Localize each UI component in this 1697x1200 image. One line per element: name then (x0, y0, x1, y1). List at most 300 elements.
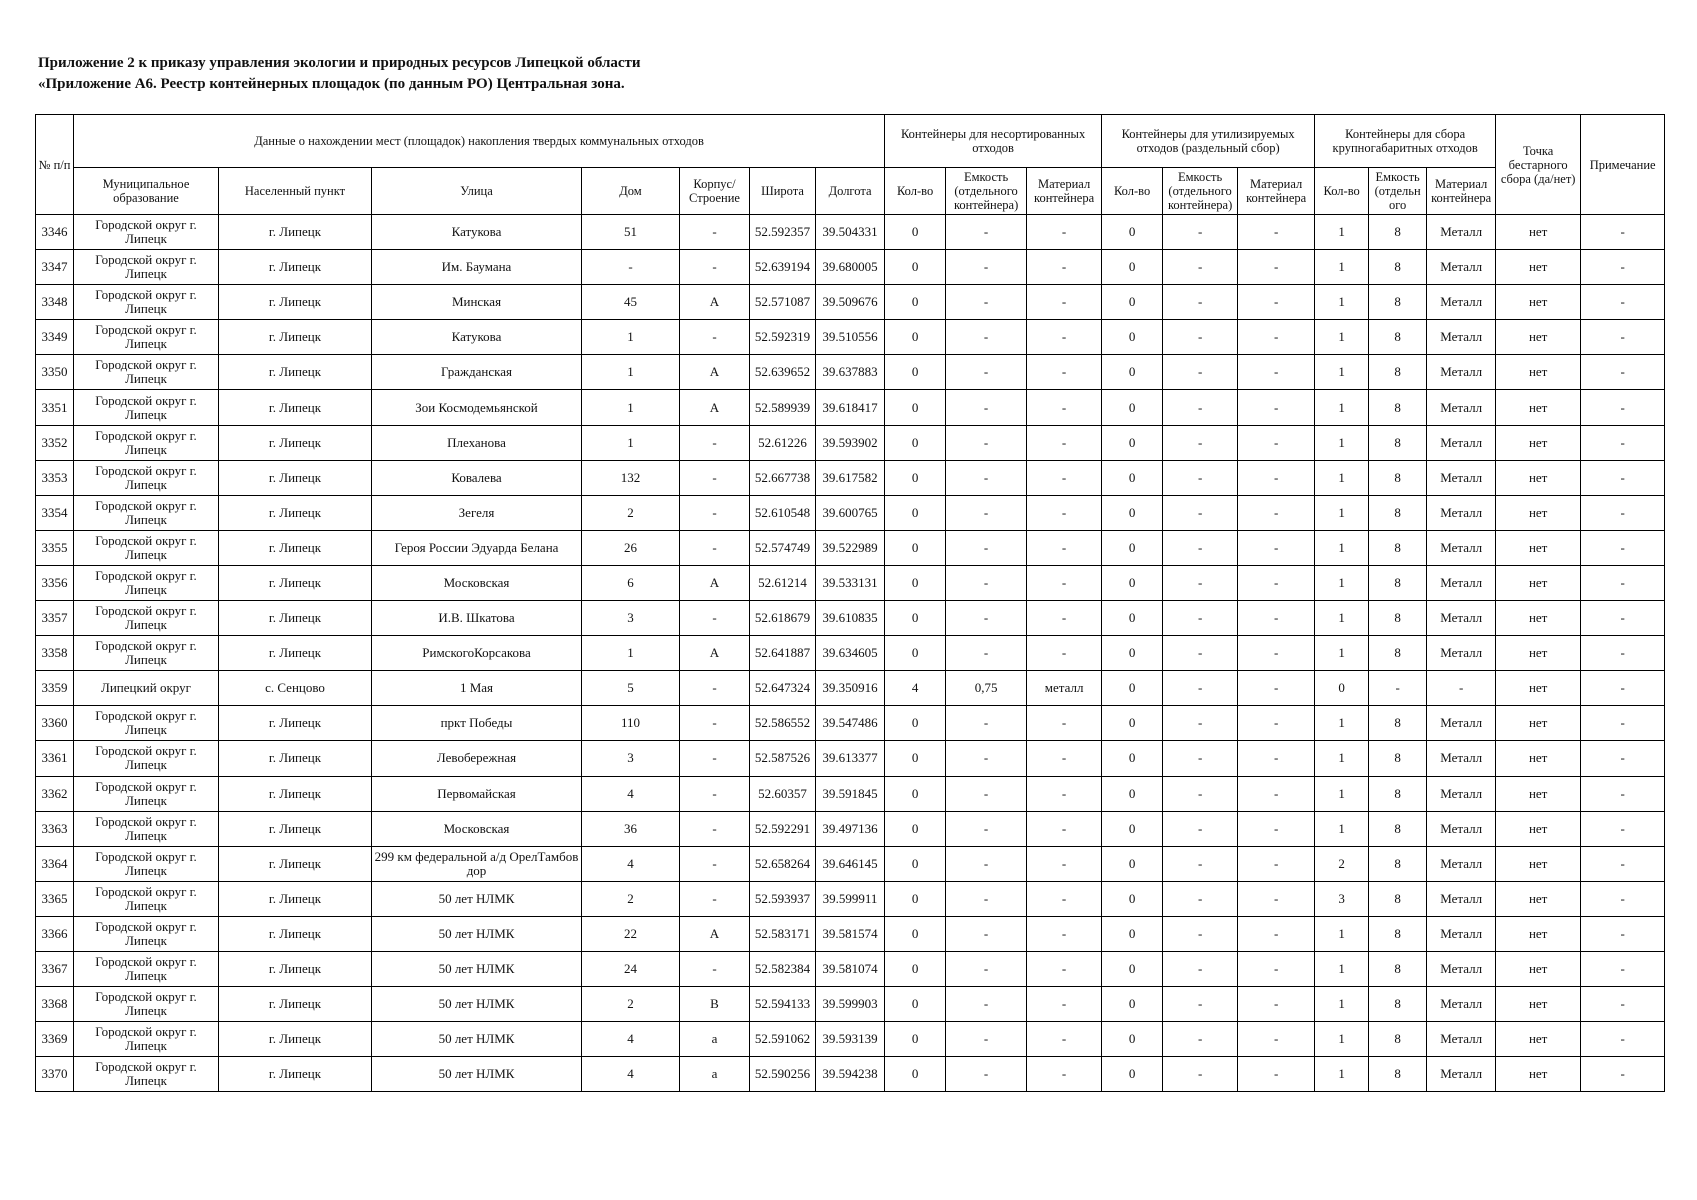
settlement-cell: г. Липецк (219, 776, 372, 811)
header-lat: Широта (750, 168, 816, 215)
header-bulky-material: Материал контейнера (1427, 168, 1496, 215)
house-cell: 1 (582, 636, 680, 671)
municipality-cell: Городской округ г. Липецк (74, 987, 219, 1022)
note-cell: - (1581, 355, 1665, 390)
bulky-count-cell: 1 (1315, 285, 1369, 320)
settlement-cell: г. Липецк (219, 951, 372, 986)
latitude-cell: 52.583171 (750, 916, 816, 951)
bulky-count-cell: 1 (1315, 706, 1369, 741)
house-cell: 3 (582, 601, 680, 636)
containerless-cell: нет (1496, 530, 1581, 565)
recyclable-count-cell: 0 (1102, 495, 1163, 530)
street-cell: Ковалева (372, 460, 582, 495)
bulky-material-cell: Металл (1427, 250, 1496, 285)
row-number: 3355 (36, 530, 74, 565)
recyclable-material-cell: - (1238, 495, 1315, 530)
row-number: 3366 (36, 916, 74, 951)
bulky-material-cell: Металл (1427, 741, 1496, 776)
longitude-cell: 39.533131 (816, 565, 885, 600)
recyclable-count-cell: 0 (1102, 987, 1163, 1022)
recyclable-count-cell: 0 (1102, 285, 1163, 320)
recyclable-capacity-cell: - (1163, 741, 1238, 776)
municipality-cell: Липецкий округ (74, 671, 219, 706)
containerless-cell: нет (1496, 916, 1581, 951)
settlement-cell: г. Липецк (219, 250, 372, 285)
containerless-cell: нет (1496, 881, 1581, 916)
bulky-capacity-cell: 8 (1369, 741, 1427, 776)
bulky-capacity-cell: 8 (1369, 951, 1427, 986)
note-cell: - (1581, 636, 1665, 671)
note-cell: - (1581, 601, 1665, 636)
bulky-capacity-cell: 8 (1369, 565, 1427, 600)
containerless-cell: нет (1496, 706, 1581, 741)
recyclable-capacity-cell: - (1163, 460, 1238, 495)
row-number: 3358 (36, 636, 74, 671)
title-line-1: Приложение 2 к приказу управления экологии и природных ресурсов Липецкой области (38, 55, 641, 71)
recyclable-capacity-cell: - (1163, 215, 1238, 250)
recyclable-material-cell: - (1238, 1057, 1315, 1092)
recyclable-count-cell: 0 (1102, 1022, 1163, 1057)
recyclable-material-cell: - (1238, 601, 1315, 636)
table-row (36, 811, 1665, 846)
containerless-cell: нет (1496, 636, 1581, 671)
house-cell: 4 (582, 1057, 680, 1092)
latitude-cell: 52.571087 (750, 285, 816, 320)
bulky-count-cell: 1 (1315, 636, 1369, 671)
longitude-cell: 39.581074 (816, 951, 885, 986)
building-cell: - (680, 811, 750, 846)
table-row (36, 530, 1665, 565)
latitude-cell: 52.667738 (750, 460, 816, 495)
recyclable-material-cell: - (1238, 285, 1315, 320)
latitude-cell: 52.592319 (750, 320, 816, 355)
containerless-cell: нет (1496, 285, 1581, 320)
street-cell: 50 лет НЛМК (372, 881, 582, 916)
longitude-cell: 39.593902 (816, 425, 885, 460)
row-number: 3363 (36, 811, 74, 846)
settlement-cell: г. Липецк (219, 846, 372, 881)
building-cell: А (680, 355, 750, 390)
row-number: 3348 (36, 285, 74, 320)
unsorted-capacity-cell: - (946, 215, 1027, 250)
bulky-material-cell: Металл (1427, 355, 1496, 390)
house-cell: 51 (582, 215, 680, 250)
house-cell: 2 (582, 881, 680, 916)
latitude-cell: 52.591062 (750, 1022, 816, 1057)
building-cell: А (680, 565, 750, 600)
bulky-capacity-cell: 8 (1369, 215, 1427, 250)
row-number: 3350 (36, 355, 74, 390)
recyclable-capacity-cell: - (1163, 390, 1238, 425)
longitude-cell: 39.350916 (816, 671, 885, 706)
municipality-cell: Городской округ г. Липецк (74, 776, 219, 811)
latitude-cell: 52.618679 (750, 601, 816, 636)
unsorted-capacity-cell: - (946, 565, 1027, 600)
recyclable-count-cell: 0 (1102, 425, 1163, 460)
recyclable-count-cell: 0 (1102, 460, 1163, 495)
unsorted-count-cell: 0 (885, 1057, 946, 1092)
containerless-cell: нет (1496, 495, 1581, 530)
table-row (36, 460, 1665, 495)
bulky-material-cell: Металл (1427, 951, 1496, 986)
street-cell: Московская (372, 565, 582, 600)
house-cell: 22 (582, 916, 680, 951)
header-recyclable-capacity: Емкость (отдельного контейнера) (1163, 168, 1238, 215)
table-row (36, 706, 1665, 741)
street-cell: 50 лет НЛМК (372, 916, 582, 951)
bulky-count-cell: 1 (1315, 565, 1369, 600)
unsorted-material-cell: - (1027, 881, 1102, 916)
settlement-cell: г. Липецк (219, 881, 372, 916)
settlement-cell: г. Липецк (219, 495, 372, 530)
row-number: 3361 (36, 741, 74, 776)
house-cell: 6 (582, 565, 680, 600)
bulky-material-cell: Металл (1427, 285, 1496, 320)
header-bulky-group: Контейнеры для сбора крупногабаритных отходов (1315, 115, 1496, 168)
bulky-count-cell: 1 (1315, 776, 1369, 811)
house-cell: 5 (582, 671, 680, 706)
building-cell: - (680, 671, 750, 706)
house-cell: 4 (582, 776, 680, 811)
bulky-count-cell: 1 (1315, 601, 1369, 636)
latitude-cell: 52.594133 (750, 987, 816, 1022)
unsorted-capacity-cell: - (946, 495, 1027, 530)
longitude-cell: 39.599911 (816, 881, 885, 916)
latitude-cell: 52.639652 (750, 355, 816, 390)
unsorted-capacity-cell: - (946, 741, 1027, 776)
recyclable-material-cell: - (1238, 390, 1315, 425)
municipality-cell: Городской округ г. Липецк (74, 215, 219, 250)
bulky-count-cell: 1 (1315, 811, 1369, 846)
recyclable-capacity-cell: - (1163, 601, 1238, 636)
unsorted-capacity-cell: - (946, 706, 1027, 741)
bulky-capacity-cell: 8 (1369, 846, 1427, 881)
unsorted-material-cell: металл (1027, 671, 1102, 706)
unsorted-material-cell: - (1027, 285, 1102, 320)
building-cell: - (680, 601, 750, 636)
building-cell: - (680, 951, 750, 986)
recyclable-count-cell: 0 (1102, 215, 1163, 250)
bulky-capacity-cell: 8 (1369, 530, 1427, 565)
recyclable-capacity-cell: - (1163, 320, 1238, 355)
table-row (36, 390, 1665, 425)
settlement-cell: г. Липецк (219, 390, 372, 425)
note-cell: - (1581, 1057, 1665, 1092)
bulky-count-cell: 3 (1315, 881, 1369, 916)
street-cell: Гражданская (372, 355, 582, 390)
longitude-cell: 39.646145 (816, 846, 885, 881)
longitude-cell: 39.634605 (816, 636, 885, 671)
latitude-cell: 52.639194 (750, 250, 816, 285)
unsorted-material-cell: - (1027, 530, 1102, 565)
row-number: 3347 (36, 250, 74, 285)
containerless-cell: нет (1496, 741, 1581, 776)
unsorted-count-cell: 0 (885, 881, 946, 916)
longitude-cell: 39.509676 (816, 285, 885, 320)
note-cell: - (1581, 671, 1665, 706)
containerless-cell: нет (1496, 671, 1581, 706)
bulky-capacity-cell: 8 (1369, 1057, 1427, 1092)
unsorted-capacity-cell: - (946, 916, 1027, 951)
table-row (36, 881, 1665, 916)
bulky-capacity-cell: 8 (1369, 776, 1427, 811)
note-cell: - (1581, 250, 1665, 285)
table-row (36, 636, 1665, 671)
longitude-cell: 39.599903 (816, 987, 885, 1022)
building-cell: - (680, 215, 750, 250)
containerless-cell: нет (1496, 565, 1581, 600)
note-cell: - (1581, 987, 1665, 1022)
street-cell: 50 лет НЛМК (372, 951, 582, 986)
unsorted-capacity-cell: - (946, 636, 1027, 671)
street-cell: Плеханова (372, 425, 582, 460)
recyclable-capacity-cell: - (1163, 1057, 1238, 1092)
unsorted-count-cell: 0 (885, 390, 946, 425)
recyclable-material-cell: - (1238, 460, 1315, 495)
street-cell: пркт Победы (372, 706, 582, 741)
bulky-capacity-cell: 8 (1369, 355, 1427, 390)
unsorted-count-cell: 4 (885, 671, 946, 706)
unsorted-material-cell: - (1027, 846, 1102, 881)
house-cell: 36 (582, 811, 680, 846)
note-cell: - (1581, 285, 1665, 320)
building-cell: А (680, 916, 750, 951)
recyclable-capacity-cell: - (1163, 425, 1238, 460)
longitude-cell: 39.617582 (816, 460, 885, 495)
house-cell: 1 (582, 390, 680, 425)
municipality-cell: Городской округ г. Липецк (74, 460, 219, 495)
municipality-cell: Городской округ г. Липецк (74, 1022, 219, 1057)
longitude-cell: 39.522989 (816, 530, 885, 565)
unsorted-capacity-cell: - (946, 987, 1027, 1022)
bulky-material-cell: Металл (1427, 846, 1496, 881)
title-line-2: «Приложение А6. Реестр контейнерных площадок (по данным РО) Центральная зона. (38, 76, 625, 92)
table-header (36, 115, 1665, 215)
bulky-count-cell: 2 (1315, 846, 1369, 881)
document-title (38, 53, 641, 95)
municipality-cell: Городской округ г. Липецк (74, 320, 219, 355)
containerless-cell: нет (1496, 951, 1581, 986)
building-cell: - (680, 846, 750, 881)
note-cell: - (1581, 1022, 1665, 1057)
longitude-cell: 39.594238 (816, 1057, 885, 1092)
municipality-cell: Городской округ г. Липецк (74, 881, 219, 916)
table-row (36, 1022, 1665, 1057)
municipality-cell: Городской округ г. Липецк (74, 811, 219, 846)
bulky-count-cell: 0 (1315, 671, 1369, 706)
municipality-cell: Городской округ г. Липецк (74, 285, 219, 320)
building-cell: - (680, 320, 750, 355)
table-row (36, 916, 1665, 951)
recyclable-material-cell: - (1238, 811, 1315, 846)
municipality-cell: Городской округ г. Липецк (74, 601, 219, 636)
settlement-cell: г. Липецк (219, 706, 372, 741)
building-cell: а (680, 1022, 750, 1057)
unsorted-capacity-cell: - (946, 530, 1027, 565)
house-cell: 4 (582, 846, 680, 881)
recyclable-capacity-cell: - (1163, 671, 1238, 706)
header-recyclable-material: Материал контейнера (1238, 168, 1315, 215)
latitude-cell: 52.592357 (750, 215, 816, 250)
street-cell: 1 Мая (372, 671, 582, 706)
recyclable-capacity-cell: - (1163, 916, 1238, 951)
unsorted-material-cell: - (1027, 951, 1102, 986)
recyclable-capacity-cell: - (1163, 846, 1238, 881)
bulky-capacity-cell: 8 (1369, 495, 1427, 530)
unsorted-count-cell: 0 (885, 565, 946, 600)
house-cell: 132 (582, 460, 680, 495)
settlement-cell: г. Липецк (219, 601, 372, 636)
building-cell: - (680, 250, 750, 285)
settlement-cell: г. Липецк (219, 565, 372, 600)
unsorted-count-cell: 0 (885, 951, 946, 986)
bulky-material-cell: Металл (1427, 530, 1496, 565)
table-row (36, 215, 1665, 250)
table-row (36, 846, 1665, 881)
unsorted-count-cell: 0 (885, 215, 946, 250)
recyclable-count-cell: 0 (1102, 881, 1163, 916)
street-cell: Московская (372, 811, 582, 846)
unsorted-material-cell: - (1027, 320, 1102, 355)
unsorted-capacity-cell: - (946, 881, 1027, 916)
recyclable-material-cell: - (1238, 320, 1315, 355)
municipality-cell: Городской округ г. Липецк (74, 390, 219, 425)
containerless-cell: нет (1496, 1022, 1581, 1057)
header-recyclable-count: Кол-во (1102, 168, 1163, 215)
unsorted-material-cell: - (1027, 987, 1102, 1022)
recyclable-count-cell: 0 (1102, 811, 1163, 846)
municipality-cell: Городской округ г. Липецк (74, 951, 219, 986)
note-cell: - (1581, 951, 1665, 986)
latitude-cell: 52.574749 (750, 530, 816, 565)
unsorted-count-cell: 0 (885, 776, 946, 811)
bulky-count-cell: 1 (1315, 1022, 1369, 1057)
recyclable-capacity-cell: - (1163, 811, 1238, 846)
bulky-capacity-cell: 8 (1369, 285, 1427, 320)
row-number: 3346 (36, 215, 74, 250)
house-cell: 4 (582, 1022, 680, 1057)
unsorted-capacity-cell: - (946, 846, 1027, 881)
house-cell: 2 (582, 495, 680, 530)
street-cell: Катукова (372, 320, 582, 355)
unsorted-material-cell: - (1027, 565, 1102, 600)
note-cell: - (1581, 881, 1665, 916)
longitude-cell: 39.504331 (816, 215, 885, 250)
unsorted-capacity-cell: - (946, 460, 1027, 495)
recyclable-count-cell: 0 (1102, 1057, 1163, 1092)
recyclable-material-cell: - (1238, 741, 1315, 776)
row-number: 3352 (36, 425, 74, 460)
row-number: 3351 (36, 390, 74, 425)
containerless-cell: нет (1496, 250, 1581, 285)
header-containerless: Точка бестарного сбора (да/нет) (1496, 115, 1581, 215)
street-cell: 50 лет НЛМК (372, 1057, 582, 1092)
bulky-count-cell: 1 (1315, 1057, 1369, 1092)
unsorted-count-cell: 0 (885, 987, 946, 1022)
bulky-count-cell: 1 (1315, 215, 1369, 250)
bulky-capacity-cell: 8 (1369, 987, 1427, 1022)
house-cell: 1 (582, 320, 680, 355)
bulky-capacity-cell: 8 (1369, 460, 1427, 495)
recyclable-material-cell: - (1238, 636, 1315, 671)
bulky-count-cell: 1 (1315, 355, 1369, 390)
building-cell: - (680, 776, 750, 811)
street-cell: Левобережная (372, 741, 582, 776)
bulky-capacity-cell: 8 (1369, 811, 1427, 846)
header-note: Примечание (1581, 115, 1665, 215)
bulky-material-cell: Металл (1427, 706, 1496, 741)
recyclable-count-cell: 0 (1102, 250, 1163, 285)
unsorted-material-cell: - (1027, 425, 1102, 460)
recyclable-material-cell: - (1238, 1022, 1315, 1057)
house-cell: - (582, 250, 680, 285)
containerless-cell: нет (1496, 1057, 1581, 1092)
building-cell: - (680, 460, 750, 495)
recyclable-material-cell: - (1238, 425, 1315, 460)
settlement-cell: г. Липецк (219, 215, 372, 250)
settlement-cell: г. Липецк (219, 1022, 372, 1057)
note-cell: - (1581, 390, 1665, 425)
bulky-capacity-cell: 8 (1369, 916, 1427, 951)
note-cell: - (1581, 530, 1665, 565)
bulky-capacity-cell: 8 (1369, 881, 1427, 916)
row-number: 3359 (36, 671, 74, 706)
bulky-count-cell: 1 (1315, 250, 1369, 285)
longitude-cell: 39.680005 (816, 250, 885, 285)
municipality-cell: Городской округ г. Липецк (74, 846, 219, 881)
house-cell: 110 (582, 706, 680, 741)
header-settlement: Населенный пункт (219, 168, 372, 215)
municipality-cell: Городской округ г. Липецк (74, 916, 219, 951)
latitude-cell: 52.647324 (750, 671, 816, 706)
unsorted-capacity-cell: - (946, 390, 1027, 425)
unsorted-count-cell: 0 (885, 601, 946, 636)
street-cell: 50 лет НЛМК (372, 987, 582, 1022)
house-cell: 3 (582, 741, 680, 776)
header-building: Корпус/ Строение (680, 168, 750, 215)
recyclable-count-cell: 0 (1102, 320, 1163, 355)
building-cell: А (680, 285, 750, 320)
recyclable-material-cell: - (1238, 215, 1315, 250)
unsorted-material-cell: - (1027, 636, 1102, 671)
municipality-cell: Городской округ г. Липецк (74, 706, 219, 741)
unsorted-material-cell: - (1027, 776, 1102, 811)
longitude-cell: 39.613377 (816, 741, 885, 776)
row-number: 3349 (36, 320, 74, 355)
recyclable-material-cell: - (1238, 951, 1315, 986)
latitude-cell: 52.587526 (750, 741, 816, 776)
unsorted-count-cell: 0 (885, 460, 946, 495)
registry-table (35, 114, 1665, 1092)
bulky-material-cell: Металл (1427, 215, 1496, 250)
unsorted-capacity-cell: - (946, 320, 1027, 355)
unsorted-material-cell: - (1027, 916, 1102, 951)
street-cell: И.В. Шкатова (372, 601, 582, 636)
settlement-cell: г. Липецк (219, 355, 372, 390)
longitude-cell: 39.510556 (816, 320, 885, 355)
recyclable-count-cell: 0 (1102, 565, 1163, 600)
bulky-material-cell: Металл (1427, 811, 1496, 846)
unsorted-material-cell: - (1027, 706, 1102, 741)
row-number: 3364 (36, 846, 74, 881)
bulky-capacity-cell: 8 (1369, 390, 1427, 425)
longitude-cell: 39.610835 (816, 601, 885, 636)
recyclable-material-cell: - (1238, 671, 1315, 706)
recyclable-material-cell: - (1238, 565, 1315, 600)
row-number: 3357 (36, 601, 74, 636)
building-cell: В (680, 987, 750, 1022)
row-number: 3367 (36, 951, 74, 986)
